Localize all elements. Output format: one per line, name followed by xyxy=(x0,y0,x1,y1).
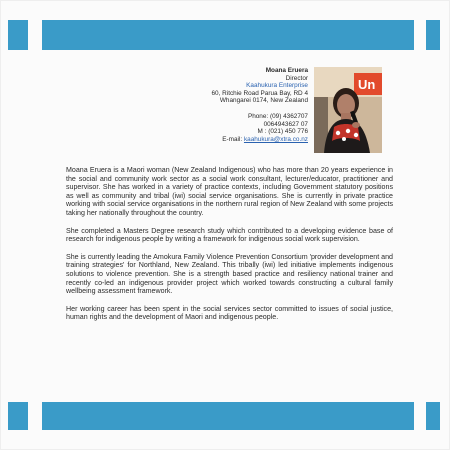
contact-title: Director xyxy=(285,74,308,82)
photo-banner-text: Un xyxy=(358,77,376,92)
bio-paragraph: She completed a Masters Degree research study which contributed to a developing evidence base of research for indigenous people by writing a framework for indigenous social work supervision. xyxy=(66,226,393,244)
contact-address-line1: 60, Ritchie Road Parua Bay, RD 4 xyxy=(211,89,308,97)
contact-email-link[interactable]: kaahukura@xtra.co.nz xyxy=(243,135,308,143)
contact-phone: Phone: (09) 4362707 xyxy=(247,112,308,120)
contact-address-line2: Whangarei 0174, New Zealand xyxy=(219,97,308,105)
contact-email-label: E-mail: xyxy=(222,135,243,143)
bio-paragraph: She is currently leading the Amokura Family Violence Prevention Consortium 'provider development and training strategies' for Northland, New Zealand. This tribally (iwi) led initiative implements indigenous solutions to violence prevention. She is a strength based practice and resiliency national trainer and recently co-led an indigenous provider project which worked towards constructing a cultural family wellbeing assessment framework. xyxy=(66,252,393,296)
contact-name: Moana Eruera xyxy=(265,67,308,74)
bio-paragraph: Moana Eruera is a Maori woman (New Zealand Indigenous) who has more than 20 years experience in the social and community work sector as a social work consultant, lecturer/educator, practitioner and supervisor. She has worked in a variety of practice contexts, including Government statutory positions as well as community and tribal (iwi) social service organisations. She is currently in private practice working with social service organisations in the northern rural region of New Zealand with some projects taking her nationally throughout the country. xyxy=(66,166,393,217)
contact-mobile: M : (021) 450 776 xyxy=(257,128,308,136)
bio-paragraph: Her working career has been spent in the social services sector committed to issues of social justice, human rights and the development of Maori and indigenous people. xyxy=(66,304,393,322)
contact-company: Kaahukura Enterprise xyxy=(246,82,308,90)
contact-fax: 0064943627 07 xyxy=(263,120,308,128)
